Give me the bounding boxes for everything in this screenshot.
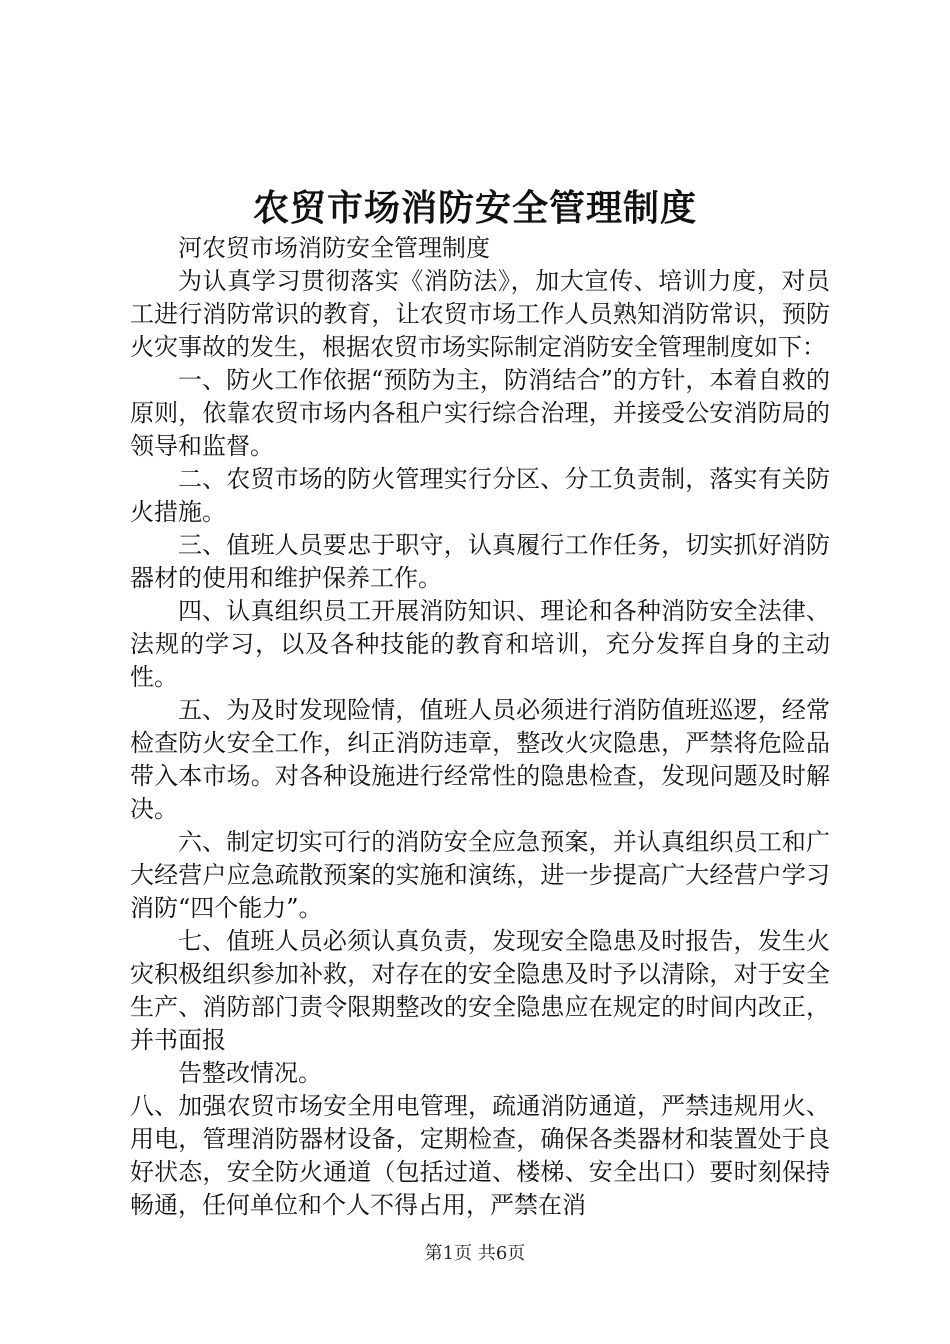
- document-body: [130, 232, 830, 1222]
- paragraph-item-1: 一、防火工作依据“预防为主，防消结合”的方针，本着自救的原则，依靠农贸市场内各租户实行综合治理，并接受公安消防局的领导和监督。: [130, 366, 830, 460]
- document-title: 农贸市场消防安全管理制度: [252, 187, 697, 229]
- paragraph-item-7-continued: 告整改情况。: [178, 1059, 322, 1087]
- paragraph-item-7: 七、值班人员必须认真负责，发现安全隐患及时报告，发生火灾积极组织参加补救，对存在的安全隐患及时予以清除，对于安全生产、消防部门责令限期整改的安全隐患应在规定的时间内改正，并书面报: [130, 927, 830, 1054]
- paragraph-item-2: 二、农贸市场的防火管理实行分区、分工负责制，落实有关防火措施。: [130, 465, 830, 526]
- paragraph-item-8: 八、加强农贸市场安全用电管理，疏通消防通道，严禁违规用火、用电，管理消防器材设备，定期检查，确保各类器材和装置处于良好状态，安全防火通道（包括过道、楼梯、安全出口）要时刻保持畅通，任何单位和个人不得占用，严禁在消: [130, 1092, 830, 1219]
- paragraph-item-4: 四、认真组织员工开展消防知识、理论和各种消防安全法律、法规的学习，以及各种技能的教育和培训，充分发挥自身的主动性。: [130, 597, 830, 691]
- paragraph-item-6: 六、制定切实可行的消防安全应急预案，并认真组织员工和广大经营户应急疏散预案的实施和演练，进一步提高广大经营户学习消防“四个能力”。: [130, 828, 830, 922]
- paragraph-item-5: 五、为及时发现险情，值班人员必须进行消防值班巡逻，经常检查防火安全工作，纠正消防违章，整改火灾隐患，严禁将危险品带入本市场。对各种设施进行经常性的隐患检查，发现问题及时解决。: [130, 696, 830, 823]
- paragraph-intro: 为认真学习贯彻落实《消防法》，加大宣传、培训力度，对员工进行消防常识的教育，让农贸市场工作人员熟知消防常识，预防火灾事故的发生，根据农贸市场实际制定消防安全管理制度如下：: [130, 267, 830, 361]
- paragraph-subtitle: 河农贸市场消防安全管理制度: [178, 234, 490, 262]
- page-number-footer: 第1页 共6页: [424, 1243, 526, 1264]
- paragraph-item-3: 三、值班人员要忠于职守，认真履行工作任务，切实抓好消防器材的使用和维护保养工作。: [130, 531, 830, 592]
